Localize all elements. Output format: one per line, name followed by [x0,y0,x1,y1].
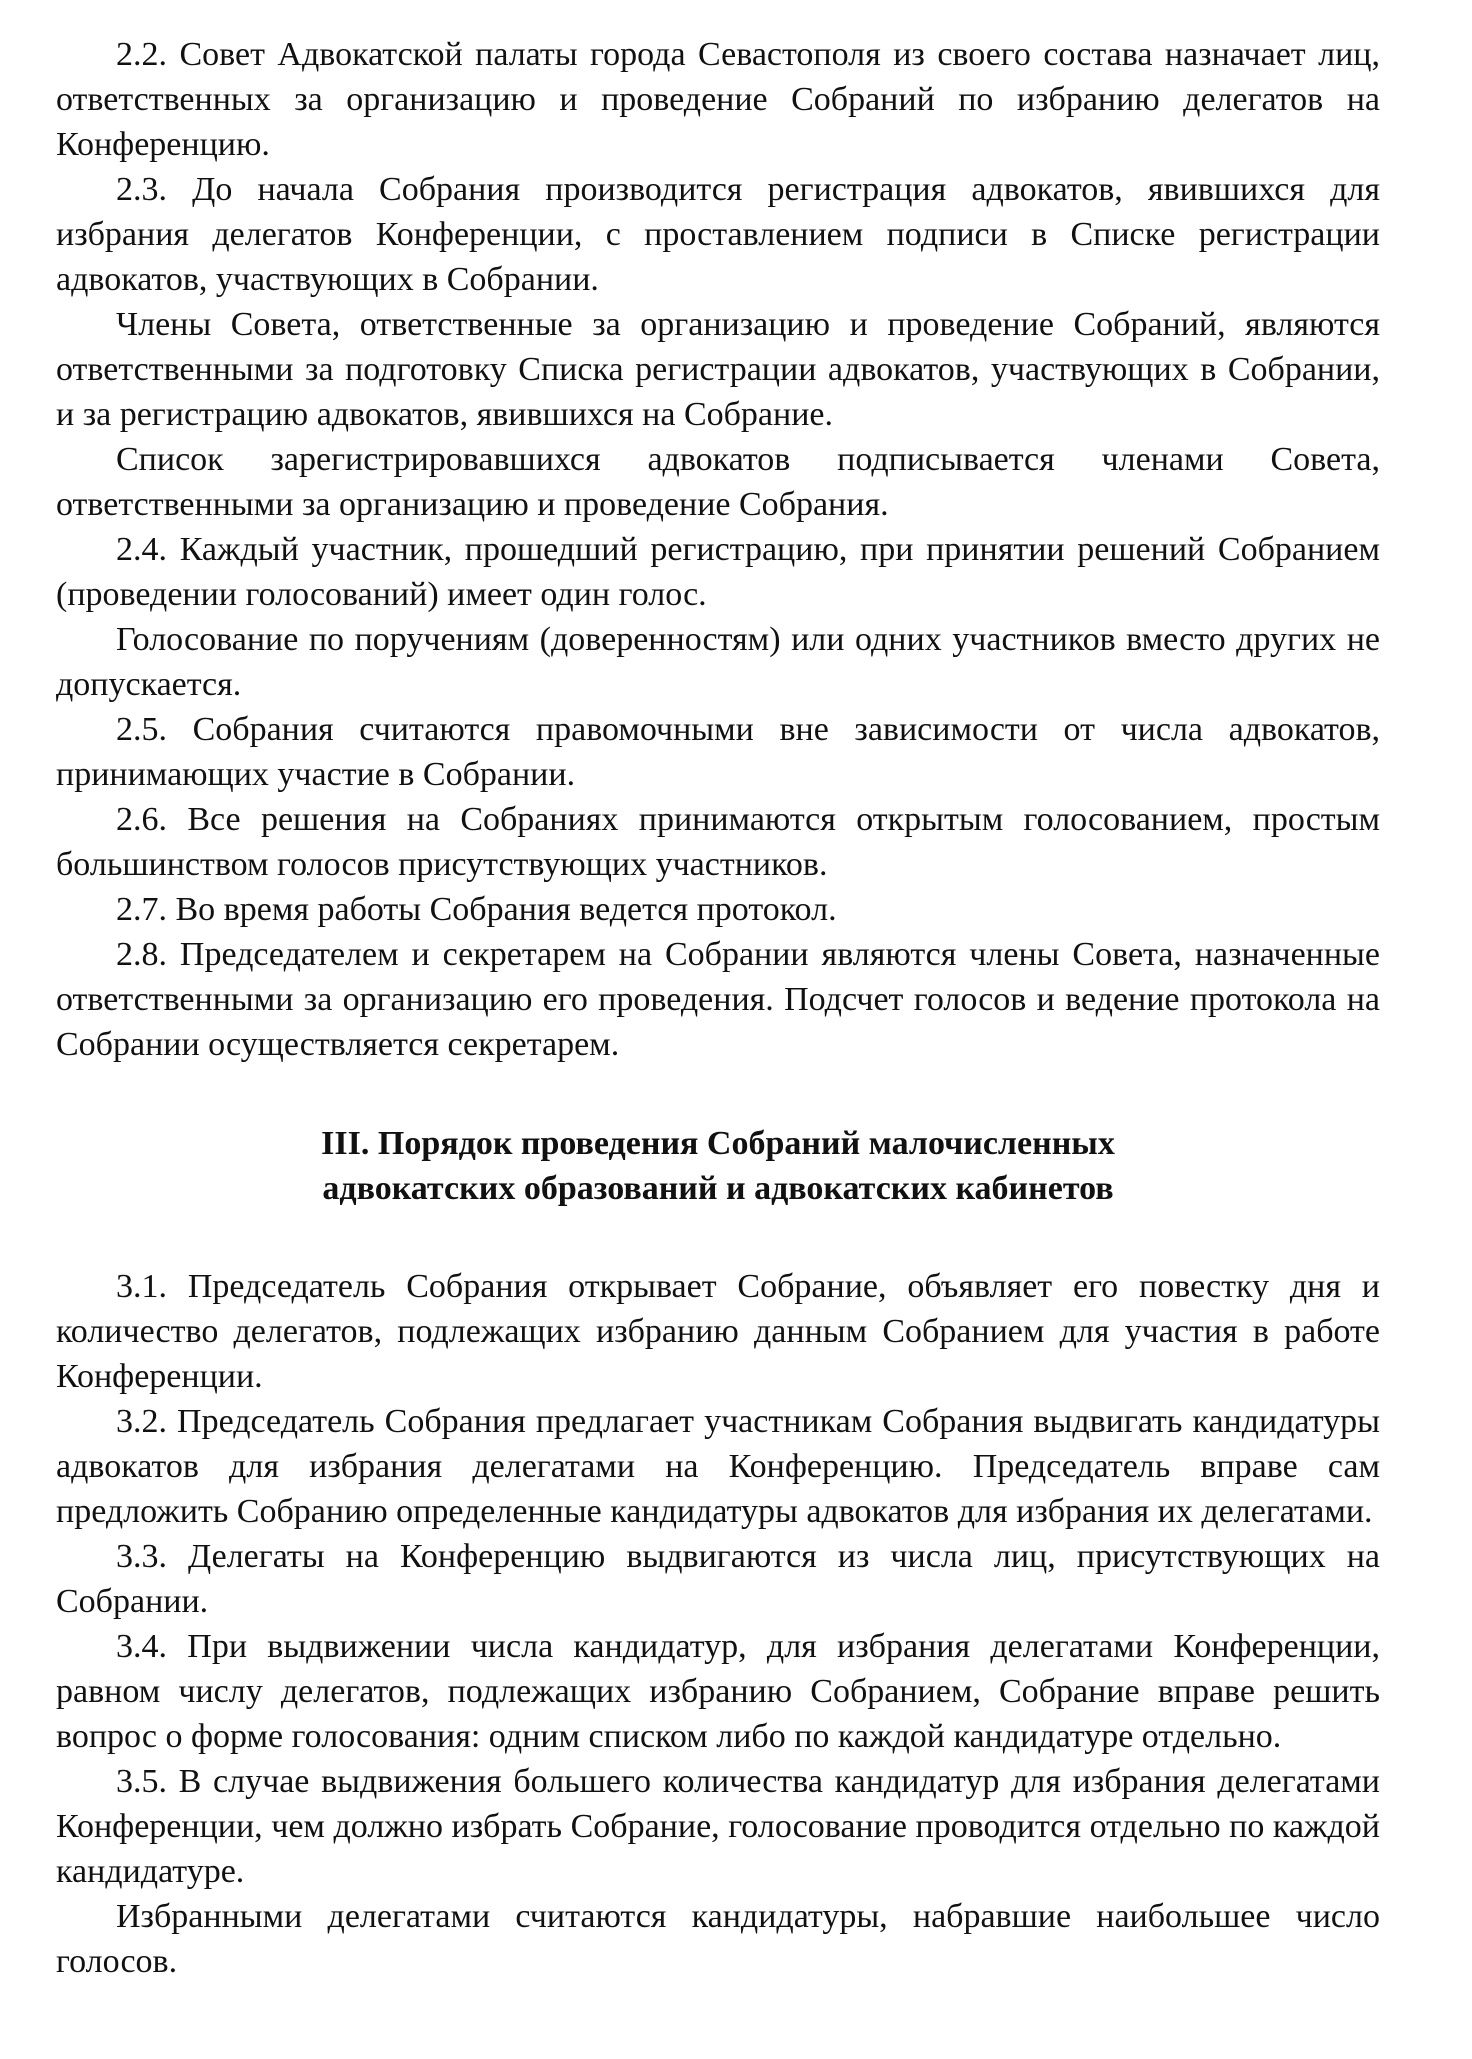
paragraph-2-2: 2.2. Совет Адвокатской палаты города Севастополя из своего состава назначает лиц, ответственных за организацию и проведение Собраний по избранию делегатов на Конференцию. [56,36,1380,163]
section-3-heading-line-2: адвокатских образований и адвокатских кабинетов [322,1170,1114,1207]
section-3-body [56,1264,1380,1984]
document-page [56,32,1380,1984]
paragraph-2-5: 2.5. Собрания считаются правомочными вне зависимости от числа адвокатов, принимающих участие в Собрании. [56,711,1380,793]
paragraph-2-6: 2.6. Все решения на Собраниях принимаются открытым голосованием, простым большинством голосов присутствующих участников. [56,801,1380,883]
paragraph-2-7: 2.7. Во время работы Собрания ведется протокол. [116,891,837,928]
paragraph-3-5: 3.5. В случае выдвижения большего количества кандидатур для избрания делегатами Конференции, чем должно избрать Собрание, голосование проводится отдельно по каждой кандидатуре. [56,1763,1380,1890]
paragraph-2-4: 2.4. Каждый участник, прошедший регистрацию, при принятии решений Собранием (проведении голосований) имеет один голос. [56,531,1380,613]
paragraph-2-3: 2.3. До начала Собрания производится регистрация адвокатов, явившихся для избрания делегатов Конференции, с проставлением подписи в Списке регистрации адвокатов, участвующих в Собрании. [56,171,1380,298]
section-3-heading-line-1: III. Порядок проведения Собраний малочисленных [321,1125,1115,1162]
paragraph-3-2: 3.2. Председатель Собрания предлагает участникам Собрания выдвигать кандидатуры адвокатов для избрания делегатами на Конференцию. Председатель вправе сам предложить Собранию определенные кандидатуры адвокатов для избрания их делегатами. [56,1403,1380,1530]
paragraph-2-8: 2.8. Председателем и секретарем на Собрании являются члены Совета, назначенные ответственными за организацию его проведения. Подсчет голосов и ведение протокола на Собрании осуществляется секретарем. [56,936,1380,1063]
section-3-heading [56,1121,1380,1211]
paragraph-council-members: Члены Совета, ответственные за организацию и проведение Собраний, являются ответственными за подготовку Списка регистрации адвокатов, участвующих в Собрании, и за регистрацию адвокатов, явившихся на Собрание. [56,306,1380,433]
paragraph-3-3: 3.3. Делегаты на Конференцию выдвигаются из числа лиц, присутствующих на Собрании. [56,1538,1380,1620]
section-2-body [56,32,1380,1067]
paragraph-elected-delegates: Избранными делегатами считаются кандидатуры, набравшие наибольшее число голосов. [56,1898,1380,1980]
paragraph-3-1: 3.1. Председатель Собрания открывает Собрание, объявляет его повестку дня и количество делегатов, подлежащих избранию данным Собранием для участия в работе Конференции. [56,1268,1380,1395]
paragraph-registration-list: Список зарегистрировавшихся адвокатов подписывается членами Совета, ответственными за организацию и проведение Собрания. [56,441,1380,523]
paragraph-3-4: 3.4. При выдвижении числа кандидатур, для избрания делегатами Конференции, равном числу делегатов, подлежащих избранию Собранием, Собрание вправе решить вопрос о форме голосования: одним списком либо по каждой кандидатуре отдельно. [56,1628,1380,1755]
paragraph-proxy-voting: Голосование по поручениям (доверенностям) или одних участников вместо других не допускается. [56,621,1380,703]
